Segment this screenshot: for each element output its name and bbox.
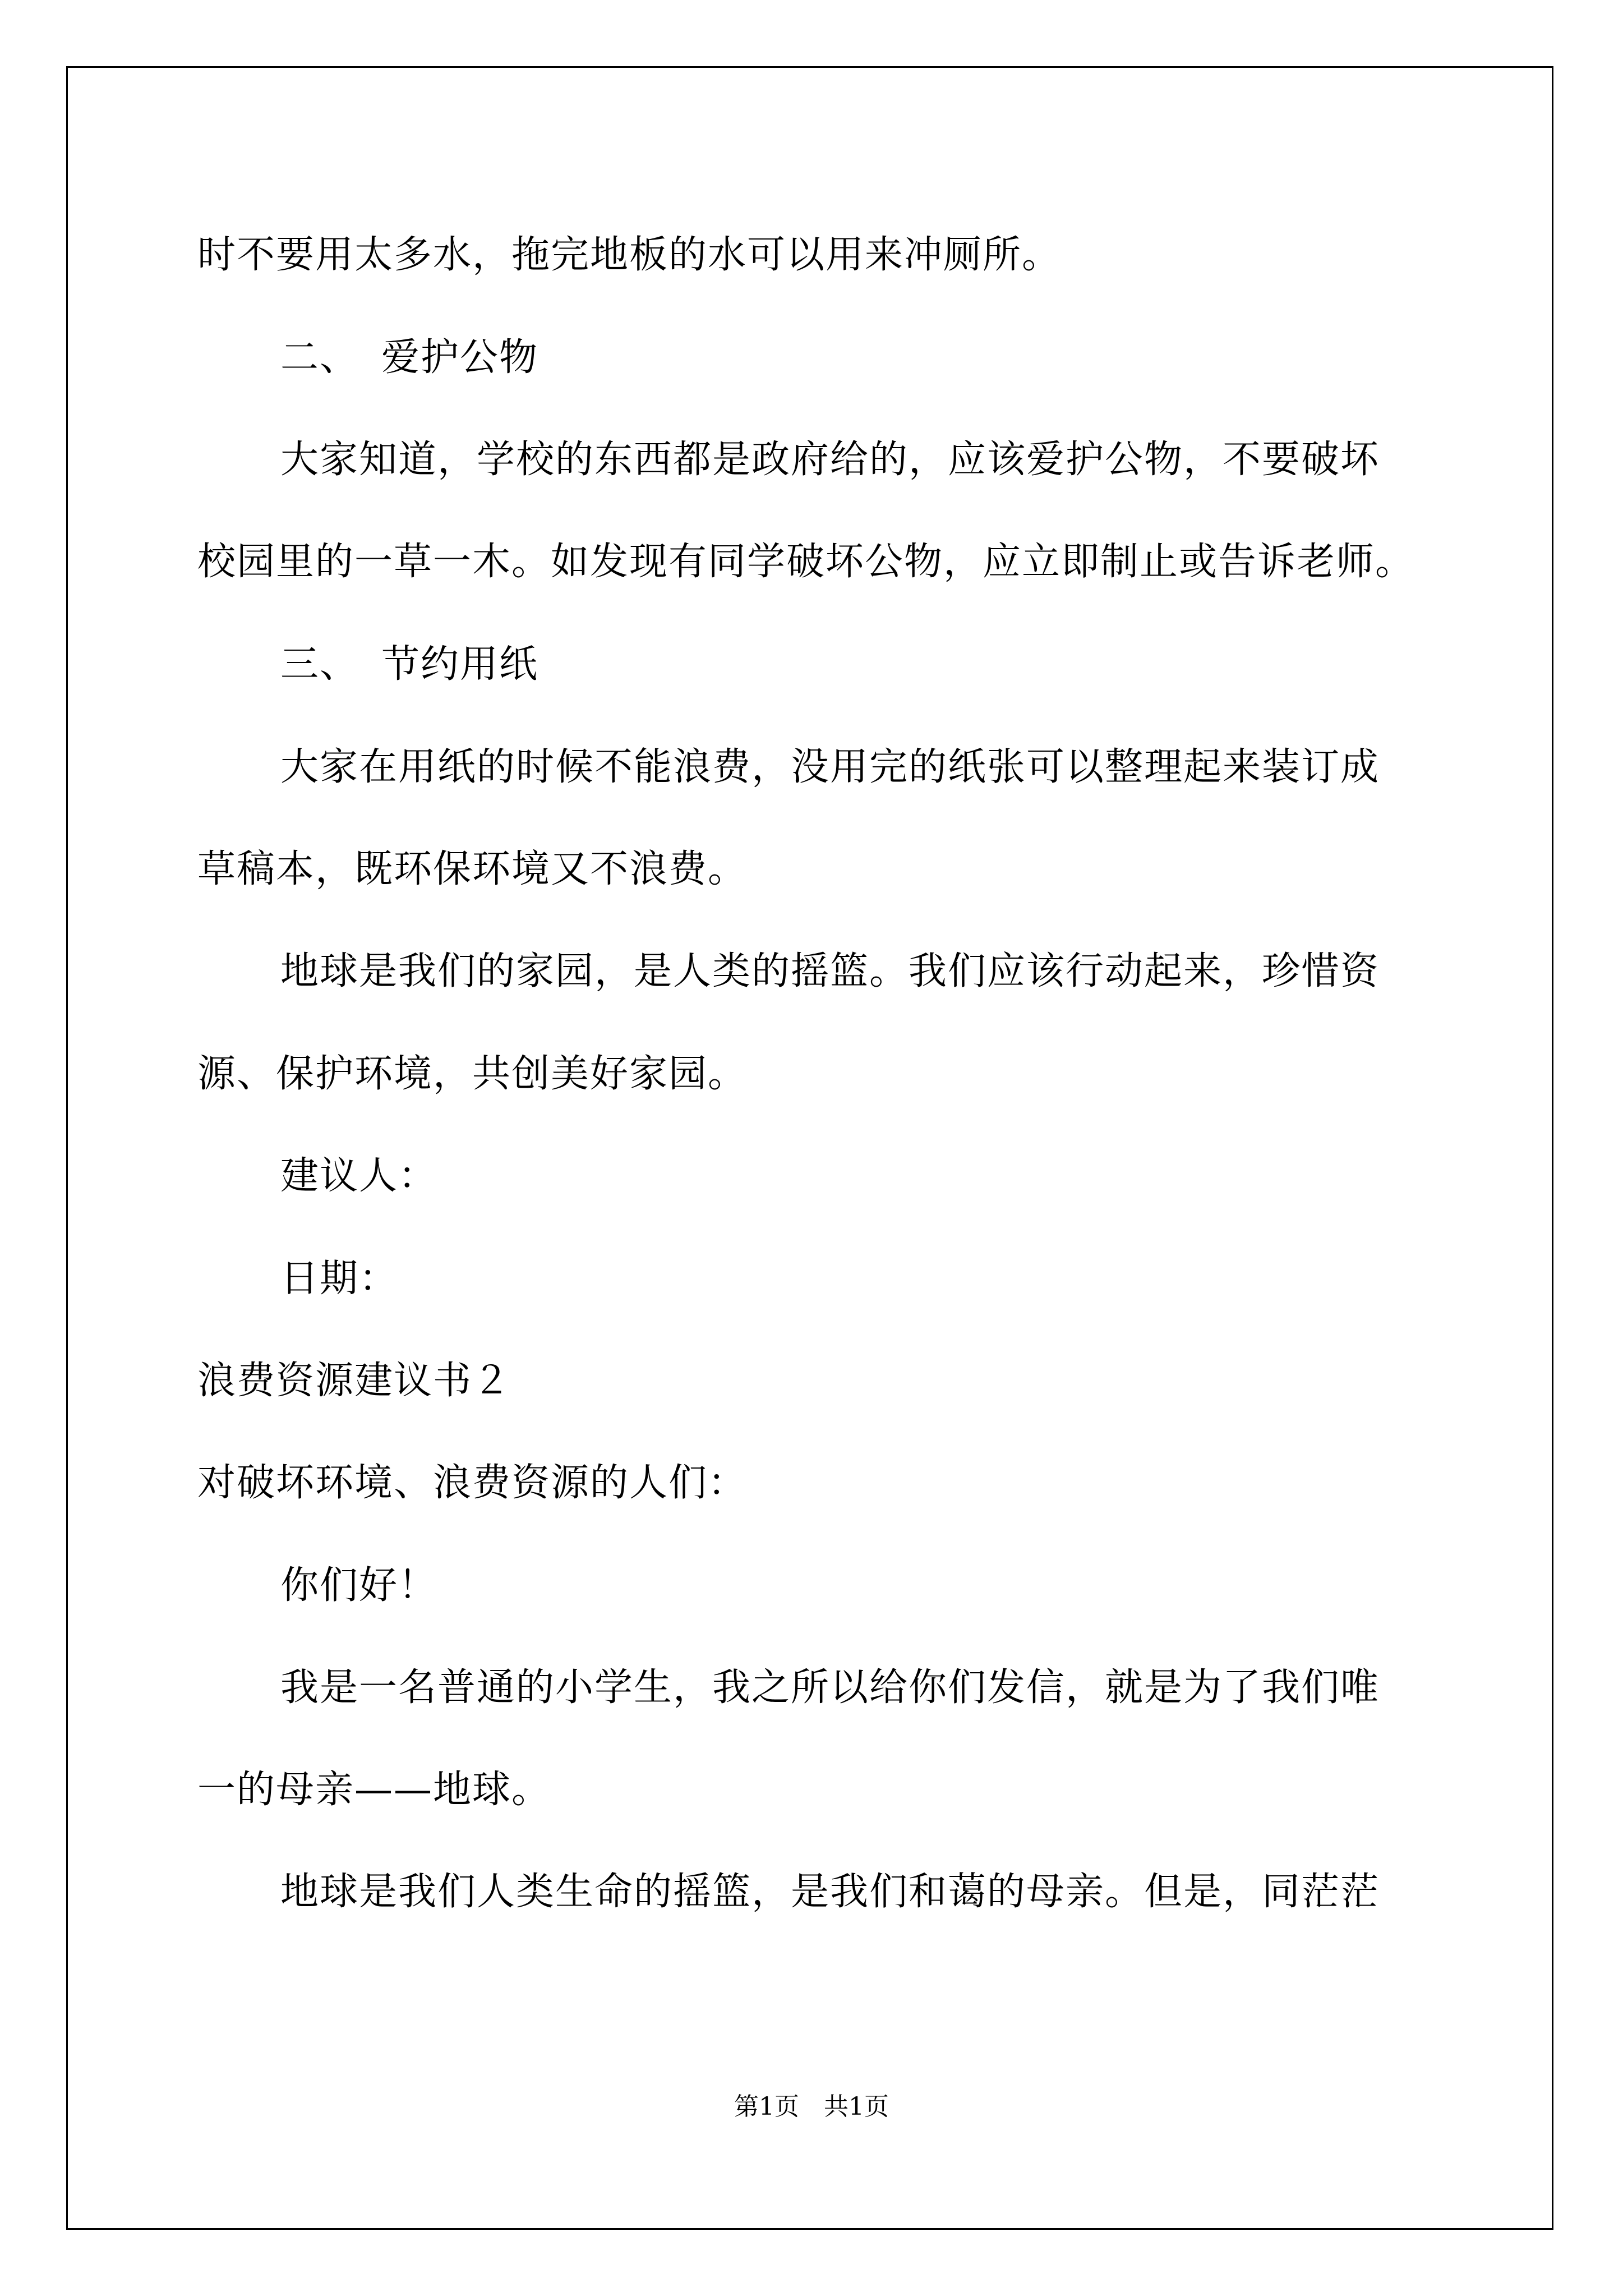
section-heading-3 bbox=[280, 642, 538, 687]
salutation: 对破坏环境、浪费资源的人们： bbox=[197, 1461, 748, 1505]
paragraph-line: 一的母亲——地球。 bbox=[197, 1768, 551, 1812]
page-number-footer: 第1页 共1页 bbox=[734, 2092, 889, 2121]
paragraph-line: 地球是我们的家园，是人类的摇篮。我们应该行动起来，珍惜资 bbox=[280, 949, 1380, 993]
paragraph-line: 我是一名普通的小学生，我之所以给你们发信，就是为了我们唯 bbox=[280, 1665, 1380, 1710]
paragraph-line: 大家在用纸的时候不能浪费，没用完的纸张可以整理起来装订成 bbox=[280, 745, 1380, 789]
paragraph-line: 源、保护环境，共创美好家园。 bbox=[197, 1052, 748, 1096]
paragraph-line: 时不要用太多水，拖完地板的水可以用来冲厕所。 bbox=[197, 233, 1062, 277]
section-number: 三、 bbox=[280, 642, 359, 687]
paragraph-line: 大家知道，学校的东西都是政府给的，应该爱护公物，不要破坏 bbox=[280, 438, 1380, 482]
section-title: 爱护公物 bbox=[381, 335, 539, 380]
paragraph-line: 校园里的一草一木。如发现有同学破坏公物，应立即制止或告诉老师。 bbox=[197, 540, 1415, 584]
signature-label: 建议人： bbox=[280, 1154, 438, 1198]
section-heading-2 bbox=[280, 335, 538, 380]
date-label: 日期： bbox=[280, 1257, 399, 1301]
document-title: 浪费资源建议书２ bbox=[197, 1359, 512, 1403]
section-title: 节约用纸 bbox=[381, 642, 539, 687]
section-number: 二、 bbox=[280, 335, 359, 380]
paragraph-line: 草稿本，既环保环境又不浪费。 bbox=[197, 847, 748, 891]
greeting: 你们好！ bbox=[280, 1563, 438, 1608]
paragraph-line: 地球是我们人类生命的摇篮，是我们和蔼的母亲。但是，同茫茫 bbox=[280, 1870, 1380, 1914]
